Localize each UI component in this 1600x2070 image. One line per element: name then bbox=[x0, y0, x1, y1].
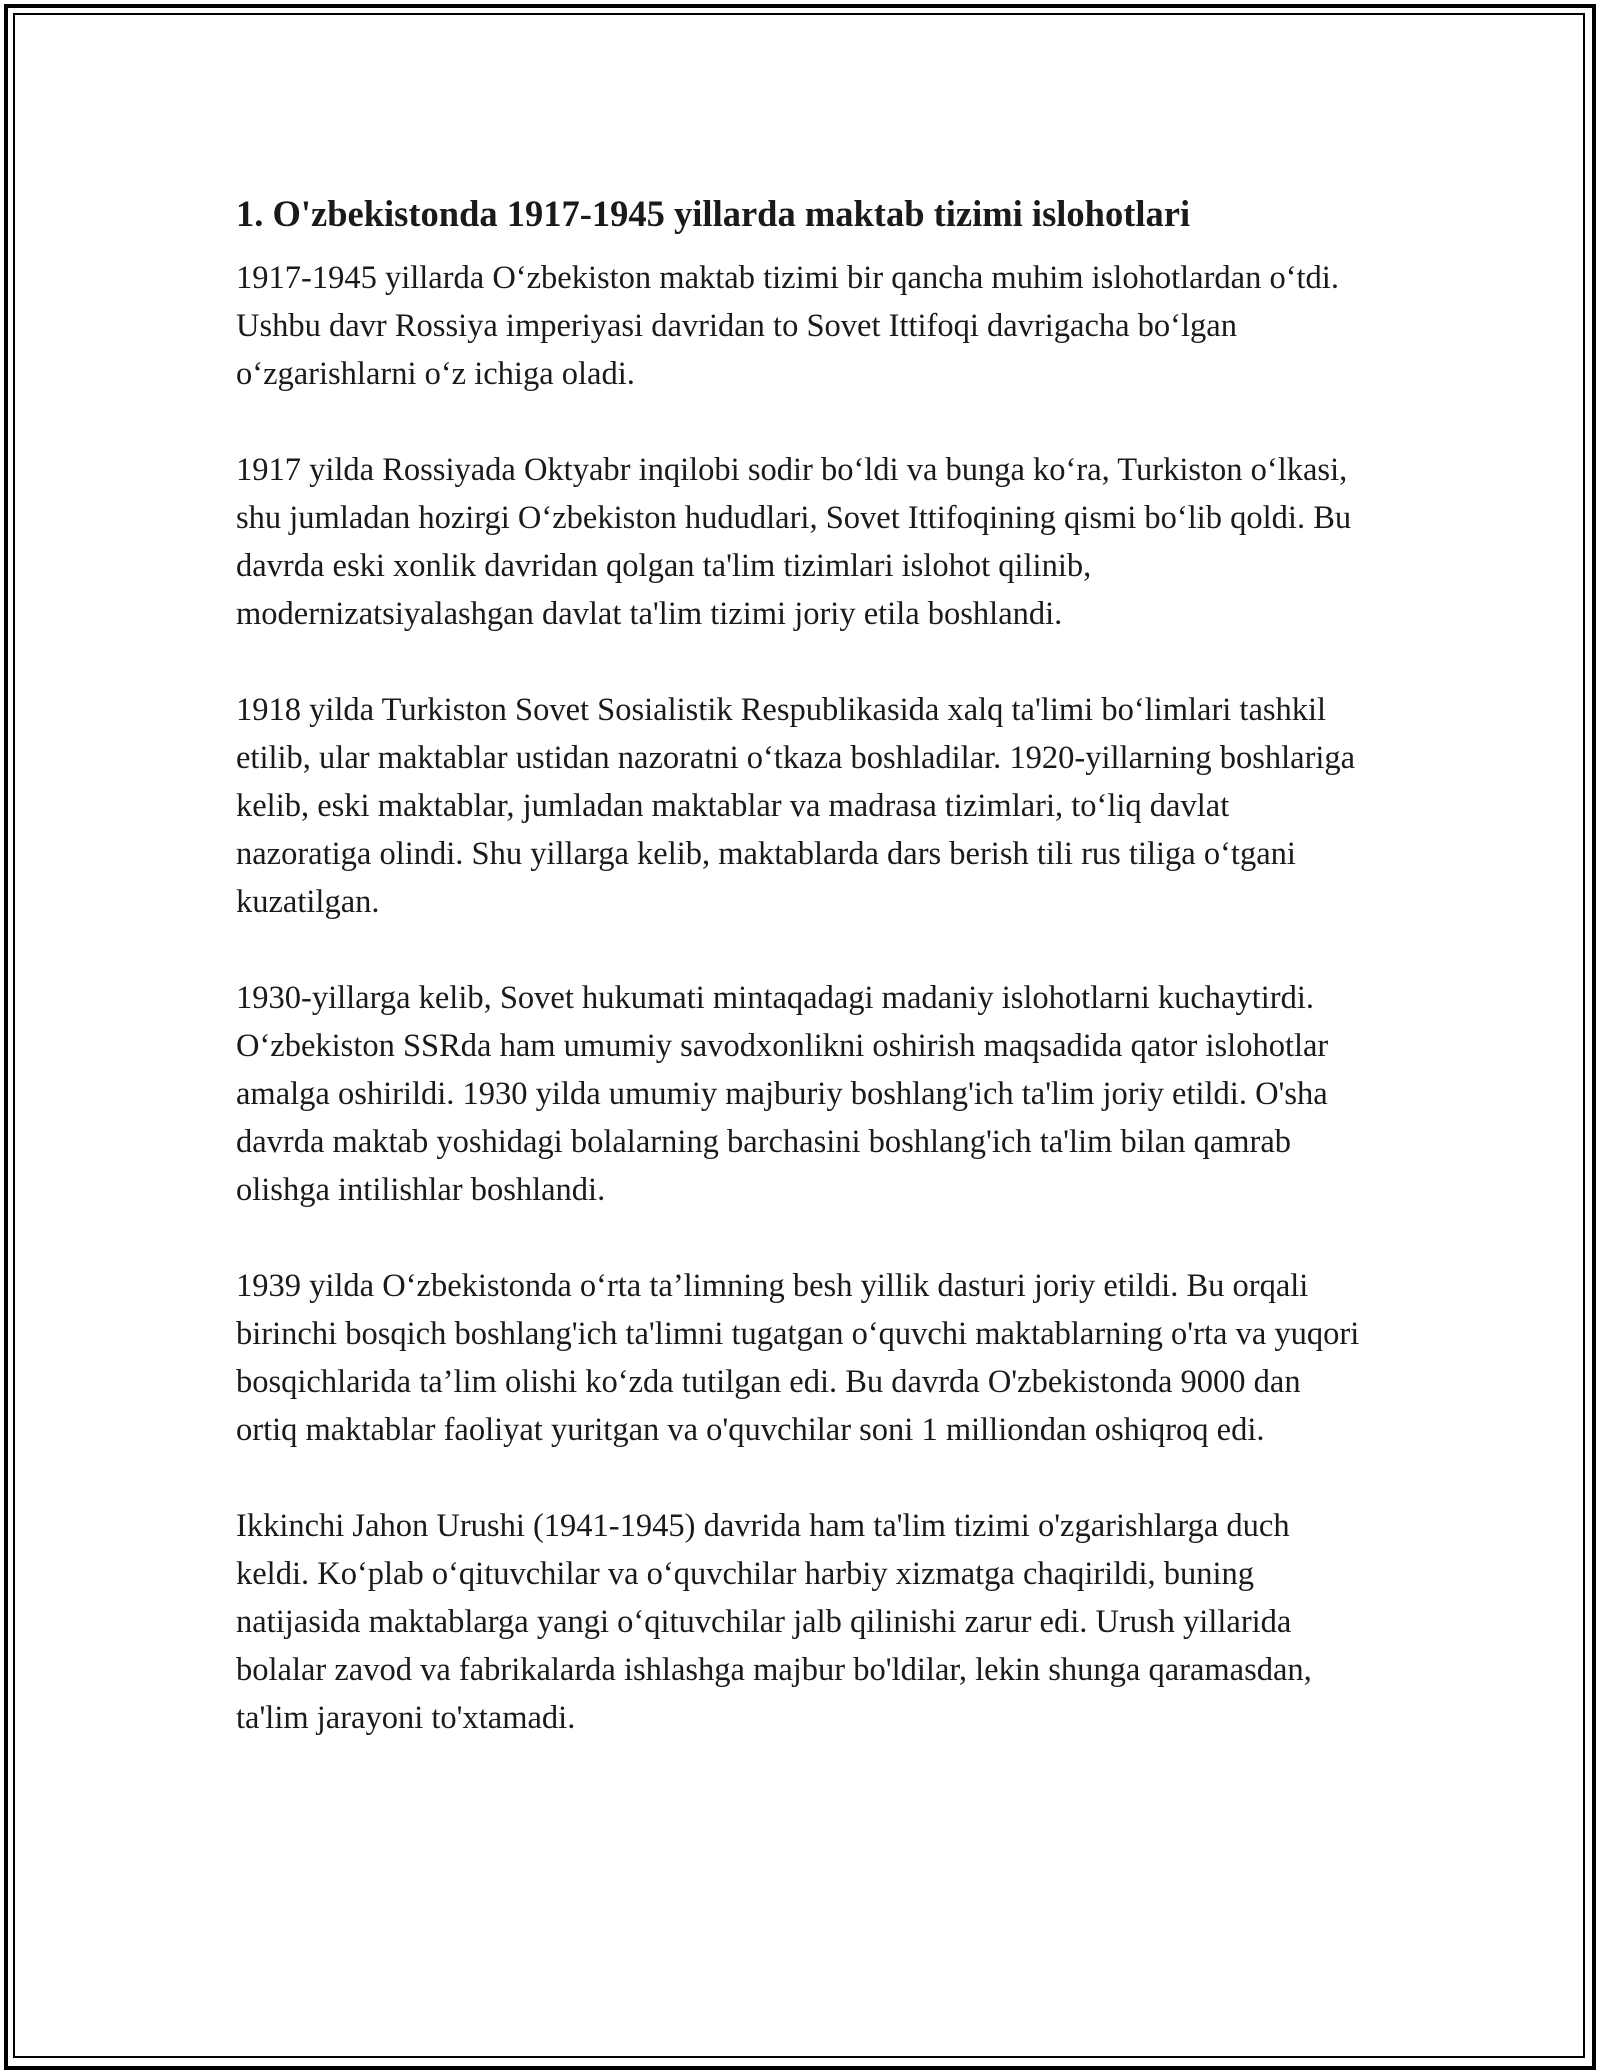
paragraph-1930: 1930-yillarga kelib, Sovet hukumati mintaqadagi madaniy islohotlarni kuchaytirdi. O‘zbekiston SSRda ham umumiy savodxonlikni oshirish maqsadida qator islohotlar amalga oshirildi. 1930 yilda umumiy majburiy boshlang'ich ta'lim joriy etildi. O'sha davrda maktab yoshidagi bolalarning barchasini boshlang'ich ta'lim bilan qamrab olishga intilishlar boshlandi. bbox=[236, 980, 1329, 1208]
paragraph-1917: 1917 yilda Rossiyada Oktyabr inqilobi sodir bo‘ldi va bunga ko‘ra, Turkiston o‘lkasi, shu jumladan hozirgi O‘zbekiston hududlari, Sovet Ittifoqining qismi bo‘lib qoldi. Bu davrda eski xonlik davridan qolgan ta'lim tizimlari islohot qilinib, modernizatsiyalashgan davlat ta'lim tizimi joriy etila boshlandi. bbox=[236, 452, 1352, 632]
paragraph-1939: 1939 yilda O‘zbekistonda o‘rta ta’limning besh yillik dasturi joriy etildi. Bu orqali birinchi bosqich boshlang'ich ta'limni tugatgan o‘quvchi maktablarning o'rta va yuqori bosqichlarida ta’lim olishi ko‘zda tutilgan edi. Bu davrda O'zbekistonda 9000 dan ortiq maktablar faoliyat yuritgan va o'quvchilar soni 1 milliondan oshiqroq edi. bbox=[236, 1268, 1360, 1448]
paragraph-1918: 1918 yilda Turkiston Sovet Sosialistik Respublikasida xalq ta'limi bo‘limlari tashkil etilib, ular maktablar ustidan nazoratni o‘tkaza boshladilar. 1920-yillarning boshlariga kelib, eski maktablar, jumladan maktablar va madrasa tizimlari, to‘liq davlat nazoratiga olindi. Shu yillarga kelib, maktablarda dars berish tili rus tiliga o‘tgani kuzatilgan. bbox=[236, 692, 1356, 920]
paragraph-ww2: Ikkinchi Jahon Urushi (1941-1945) davrida ham ta'lim tizimi o'zgarishlarga duch keldi. Ko‘plab o‘qituvchilar va o‘quvchilar harbiy xizmatga chaqirildi, buning natijasida maktablarga yangi o‘qituvchilar jalb qilinishi zarur edi. Urush yillarida bolalar zavod va fabrikalarda ishlashga majbur bo'ldilar, lekin shunga qaramasdan, ta'lim jarayoni to'xtamadi. bbox=[236, 1508, 1312, 1736]
document-body bbox=[236, 188, 1366, 1790]
document-title: 1. O'zbekistonda 1917-1945 yillarda maktab tizimi islohotlari bbox=[236, 193, 1191, 234]
paragraph-intro: 1917-1945 yillarda O‘zbekiston maktab tizimi bir qancha muhim islohotlardan o‘tdi. Ushbu davr Rossiya imperiyasi davridan to Sovet Ittifoqi davrigacha bo‘lgan o‘zgarishlarni o‘z ichiga oladi. bbox=[236, 260, 1339, 392]
